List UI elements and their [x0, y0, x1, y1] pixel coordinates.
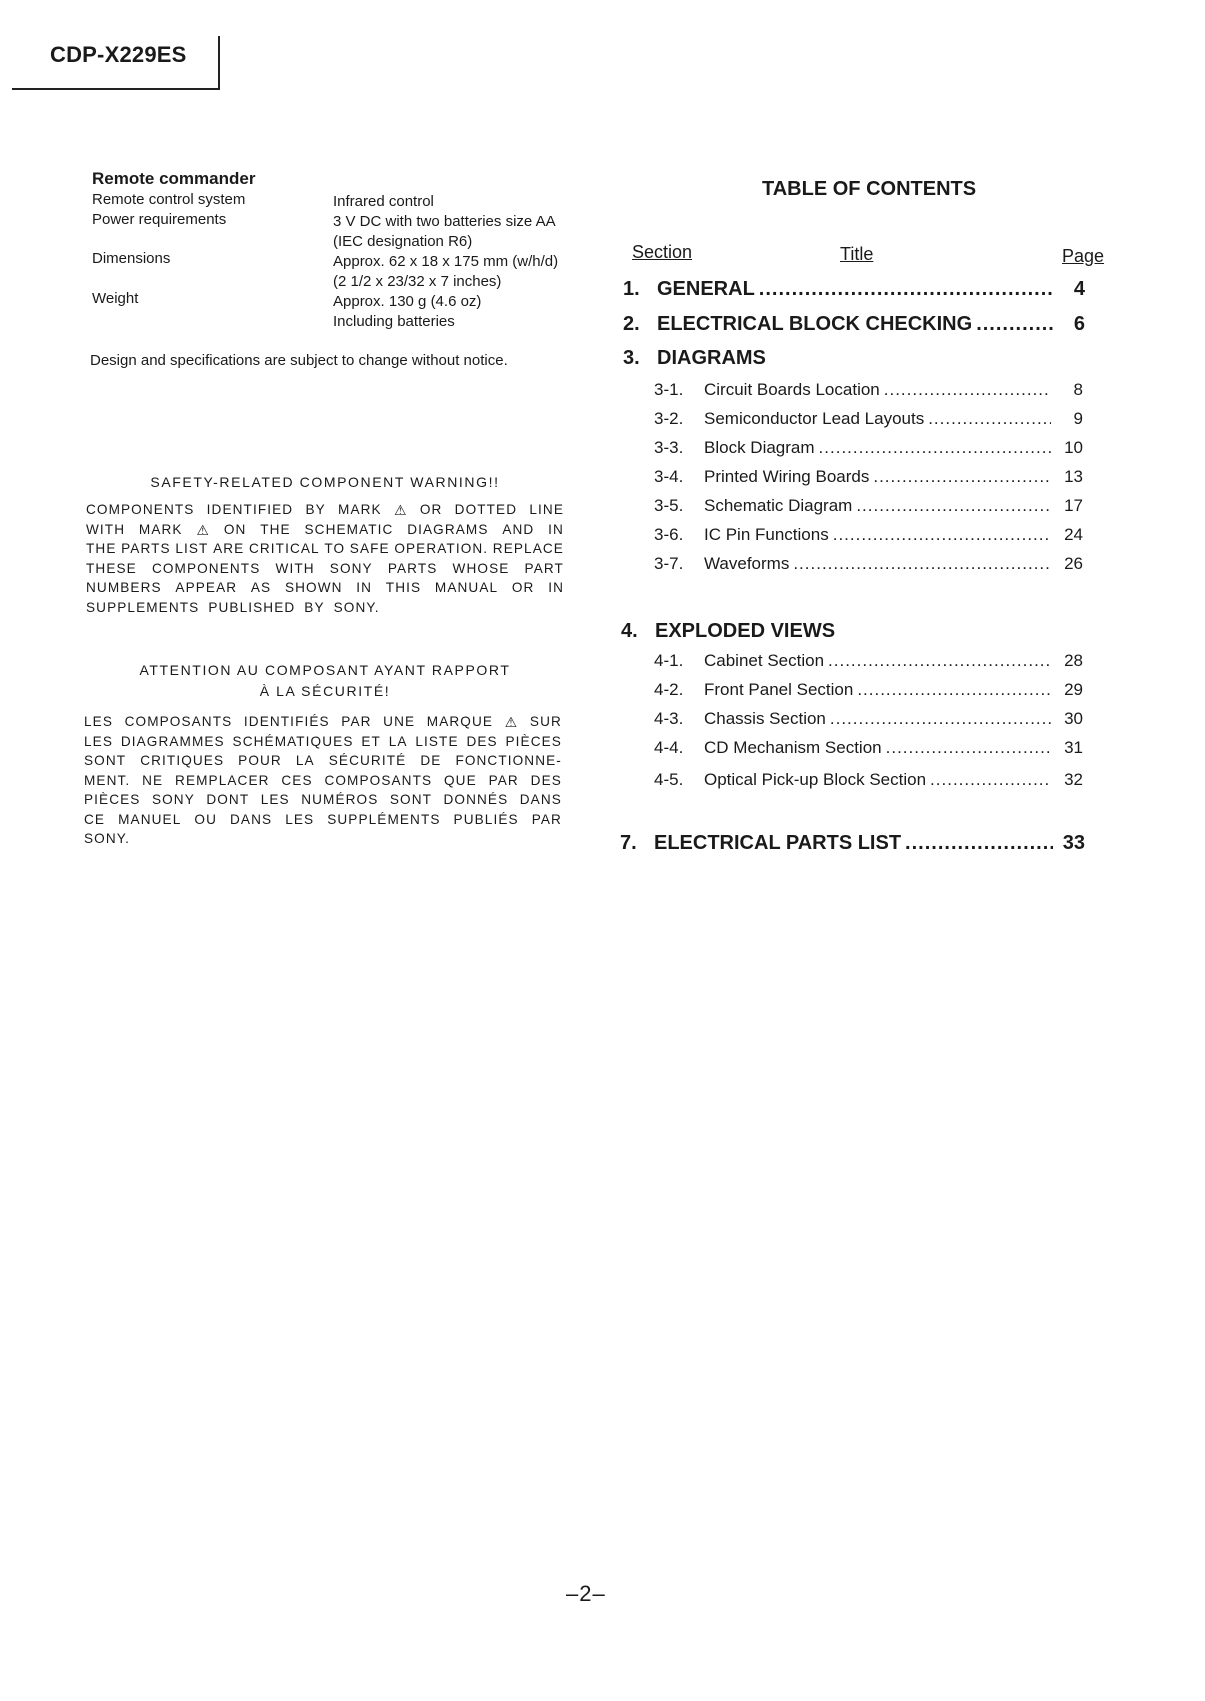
toc-entry-page: 32: [1064, 770, 1083, 789]
warning-line: SONT CRITIQUES POUR LA SÉCURITÉ DE FONCTIONNE-: [84, 753, 562, 768]
toc-entry[interactable]: [623, 278, 1085, 301]
toc-entry[interactable]: [654, 709, 1083, 729]
toc-leader-dots: [905, 832, 1053, 855]
toc-entry-number: 3-3.: [654, 438, 684, 457]
toc-entry[interactable]: [654, 738, 1083, 758]
model-title: CDP-X229ES: [50, 42, 187, 67]
warning-line: THESE COMPONENTS WITH SONY PARTS WHOSE PART: [86, 560, 564, 576]
spec-value-dimensions-2: (2 1/2 x 23/32 x 7 inches): [333, 273, 502, 290]
warning-line: LES COMPOSANTS IDENTIFIÉS PAR UNE MARQUE ⚠ SUR: [84, 714, 562, 734]
toc-entry-page: 8: [1073, 380, 1083, 399]
toc-entry[interactable]: [654, 770, 1083, 790]
warning-fr-title-1: ATTENTION AU COMPOSANT AYANT RAPPORT: [139, 662, 511, 678]
toc-leader-dots: [857, 680, 1051, 700]
toc-entry-title: Circuit Boards Location: [704, 380, 880, 399]
toc-leader-dots: [833, 525, 1051, 545]
toc-entry-number: 2.: [623, 313, 640, 335]
toc-entry-title: ELECTRICAL PARTS LIST: [654, 832, 902, 854]
page-number: –2–: [566, 1581, 606, 1606]
toc-leader-dots: [873, 467, 1051, 487]
toc-leader-dots: [928, 409, 1051, 429]
toc-entry[interactable]: [654, 438, 1083, 458]
model-header-box: [12, 36, 220, 90]
warning-line: SONY.: [84, 831, 131, 846]
toc-entry-number: 7.: [620, 832, 637, 854]
toc-entry-number: 4-4.: [654, 738, 684, 757]
spec-value-remote-system: Infrared control: [333, 193, 434, 210]
toc-entry-number: 1.: [623, 278, 640, 300]
toc-entry-page: 24: [1064, 525, 1083, 544]
toc-entry-page: 10: [1064, 438, 1083, 457]
toc-entry-number: 4-2.: [654, 680, 684, 699]
toc-leader-dots: [759, 278, 1053, 301]
toc-entry-number: 4-5.: [654, 770, 684, 789]
toc-entry-page: 13: [1064, 467, 1083, 486]
toc-entry-page: 29: [1064, 680, 1083, 699]
toc-entry-title: Waveforms: [704, 554, 790, 573]
toc-entry-page: 31: [1064, 738, 1083, 757]
toc-entry[interactable]: [620, 832, 1085, 855]
toc-leader-dots: [828, 651, 1051, 671]
warning-en-lines: [86, 502, 564, 619]
toc-entry[interactable]: [654, 680, 1083, 700]
toc-entry-number: 3-2.: [654, 409, 684, 428]
toc-entry[interactable]: [623, 313, 1085, 336]
specs-notice: Design and specifications are subject to change without notice.: [90, 352, 508, 369]
warning-triangle-icon: ⚠: [393, 502, 408, 518]
toc-entry-title: Front Panel Section: [704, 680, 854, 699]
toc-entry-title: CD Mechanism Section: [704, 738, 882, 757]
warning-line: CE MANUEL OU DANS LES SUPPLÉMENTS PUBLIÉS PAR: [84, 811, 562, 827]
toc-entry-title: Schematic Diagram: [704, 496, 853, 515]
spec-heading: Remote commander: [92, 169, 256, 188]
warning-line: COMPONENTS IDENTIFIED BY MARK ⚠ OR DOTTED LINE: [86, 502, 564, 522]
toc-leader-dots: [886, 738, 1051, 758]
toc-entry-number: 3-1.: [654, 380, 684, 399]
toc-entry-title: IC Pin Functions: [704, 525, 829, 544]
warning-line: NUMBERS APPEAR AS SHOWN IN THIS MANUAL OR IN: [86, 580, 564, 595]
toc-leader-dots: [976, 313, 1053, 336]
spec-value-power-1: 3 V DC with two batteries size AA: [333, 213, 556, 230]
toc-leader-dots: [930, 770, 1051, 790]
toc-entry[interactable]: [654, 380, 1083, 400]
toc-entry[interactable]: [654, 467, 1083, 487]
warning-line: WITH MARK ⚠ ON THE SCHEMATIC DIAGRAMS AND IN: [86, 522, 564, 542]
warning-line: PIÈCES SONY DONT LES NUMÉROS SONT DONNÉS DANS: [84, 792, 562, 807]
toc-entry-title: Chassis Section: [704, 709, 826, 728]
spec-label-weight: Weight: [92, 290, 139, 307]
toc-entry-title: Cabinet Section: [704, 651, 825, 670]
toc-col-section: Section: [632, 242, 693, 262]
spec-label-dimensions: Dimensions: [92, 250, 171, 267]
toc-entry-number: 3-4.: [654, 467, 684, 486]
toc-entry-number: 3-5.: [654, 496, 684, 515]
spec-value-weight-2: Including batteries: [333, 313, 455, 330]
warning-fr-title-2: À LA SÉCURITÉ!: [259, 683, 391, 699]
toc-title: TABLE OF CONTENTS: [762, 178, 977, 200]
warning-line: LES DIAGRAMMES SCHÉMATIQUES ET LA LISTE DES PIÈCES: [84, 733, 562, 749]
spec-value-weight-1: Approx. 130 g (4.6 oz): [333, 293, 482, 310]
toc-entry-title: Semiconductor Lead Layouts: [704, 409, 925, 428]
toc-leader-dots: [793, 554, 1051, 574]
toc-entry-page: 30: [1064, 709, 1083, 728]
spec-value-dimensions-1: Approx. 62 x 18 x 175 mm (w/h/d): [333, 253, 559, 270]
toc-entry-number: 4.: [621, 620, 638, 642]
toc-leader-dots: [830, 709, 1051, 729]
toc-entry-page: 4: [1073, 278, 1085, 300]
toc-entry[interactable]: [623, 347, 1085, 370]
warning-fr-lines: [84, 714, 562, 851]
toc-entry-number: 3.: [623, 347, 640, 369]
toc-leader-dots: [884, 380, 1051, 400]
toc-entry-page: 17: [1064, 496, 1083, 515]
toc-entry-page: 33: [1062, 832, 1085, 854]
toc-entry-title: DIAGRAMS: [657, 347, 766, 369]
toc-entry-title: ELECTRICAL BLOCK CHECKING: [657, 313, 973, 335]
toc-entry-page: 28: [1064, 651, 1083, 670]
warning-line: MENT. NE REMPLACER CES COMPOSANTS QUE PAR DES: [84, 772, 562, 788]
warning-triangle-icon: ⚠: [196, 521, 211, 538]
spec-value-power-2: (IEC designation R6): [333, 233, 473, 250]
spec-label-remote-system: Remote control system: [92, 191, 246, 208]
toc-entry-title: GENERAL: [657, 278, 755, 300]
toc-entry-title: EXPLODED VIEWS: [655, 620, 836, 642]
toc-entry-number: 3-7.: [654, 554, 684, 573]
warning-en-title: SAFETY-RELATED COMPONENT WARNING!!: [150, 474, 500, 490]
toc-entry-title: Printed Wiring Boards: [704, 467, 870, 486]
toc-col-page: Page: [1062, 246, 1105, 266]
toc-entry-title: Optical Pick-up Block Section: [704, 770, 927, 789]
toc-entry-number: 4-3.: [654, 709, 684, 728]
toc-leader-dots: [819, 438, 1051, 458]
toc-entry[interactable]: [654, 651, 1083, 671]
toc-entry-page: 9: [1073, 409, 1083, 428]
warning-line: SUPPLEMENTS PUBLISHED BY SONY.: [86, 599, 380, 615]
toc-entry-title: Block Diagram: [704, 438, 815, 457]
toc-entry[interactable]: [654, 554, 1083, 574]
warning-triangle-icon: ⚠: [504, 714, 519, 730]
toc-entry[interactable]: [654, 496, 1083, 516]
toc-entry[interactable]: [654, 409, 1083, 429]
toc-entry[interactable]: [621, 620, 1085, 643]
toc-leader-dots: [856, 496, 1051, 516]
spec-label-power: Power requirements: [92, 211, 227, 228]
toc-entry-page: 26: [1064, 554, 1083, 573]
toc-entry-number: 4-1.: [654, 651, 684, 670]
toc-entry-page: 6: [1073, 313, 1085, 335]
warning-line: THE PARTS LIST ARE CRITICAL TO SAFE OPERATION. REPLACE: [86, 541, 564, 556]
toc-entry-number: 3-6.: [654, 525, 684, 544]
toc-col-title: Title: [840, 244, 874, 264]
toc-entry[interactable]: [654, 525, 1083, 545]
